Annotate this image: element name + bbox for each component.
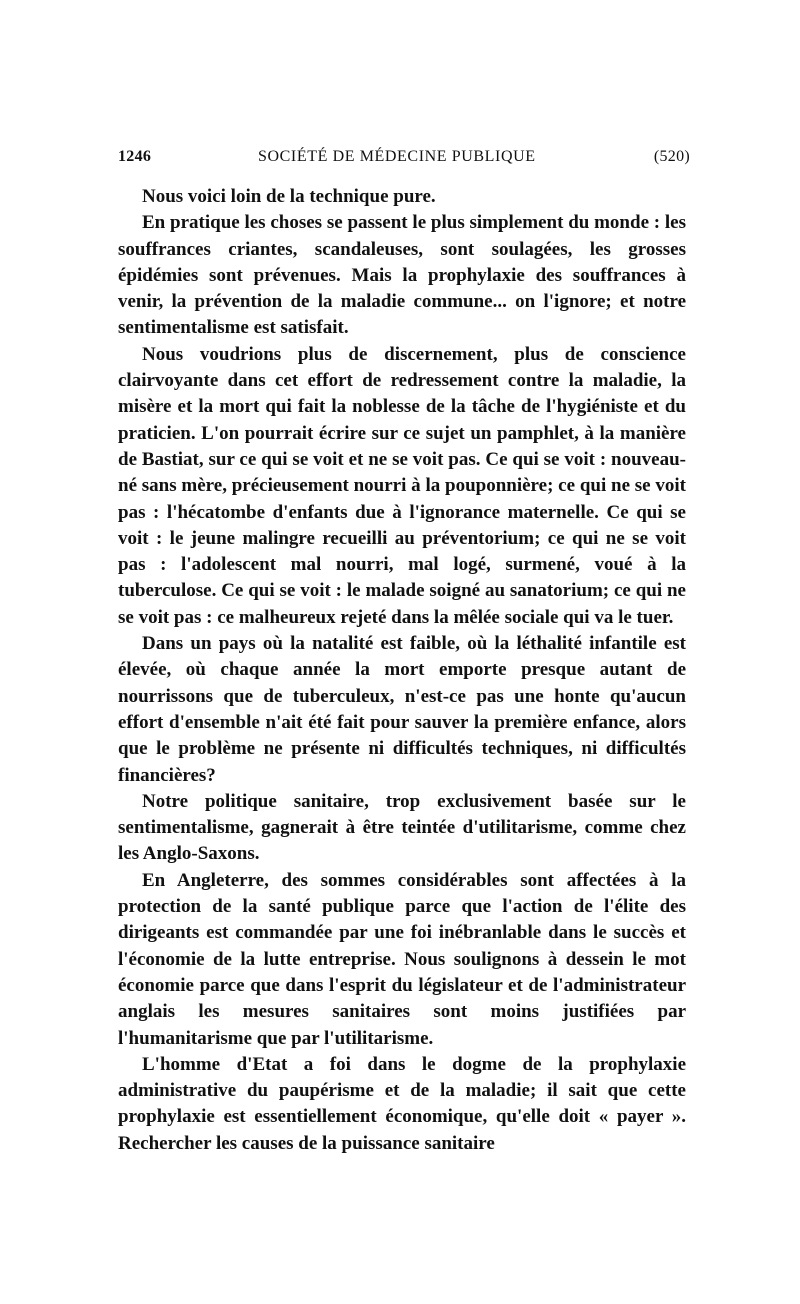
running-title: SOCIÉTÉ DE MÉDECINE PUBLIQUE xyxy=(258,148,536,165)
paragraph: Nous voici loin de la technique pure. xyxy=(142,186,436,207)
paragraph: En Angleterre, des sommes considérables sont affectées à la protection de la santé publique parce que l'action de l'élite des dirigeants est commandée par une foi inébranlable dans le succès et l'économie de la lutte entreprise. Nous soulignons à dessein le mot économie parce que dans l'esprit du législateur et de l'administrateur anglais les mesures sanitaires sont moins justifiées par l'humanitarisme que par l'utilitarisme. xyxy=(118,869,686,1049)
paragraph: Dans un pays où la natalité est faible, où la léthalité infantile est élevée, où chaque année la mort emporte presque autant de nourrissons que de tuberculeux, n'est-ce pas une honte qu'aucun effort d'ensemble n'ait été fait pour sauver la première enfance, alors que le problème ne présente ni difficultés techniques, ni difficultés financières? xyxy=(118,633,686,786)
paragraph: L'homme d'Etat a foi dans le dogme de la prophylaxie administrative du paupérisme et de la maladie; il sait que cette prophylaxie est essentiellement économique, qu'elle doit « payer ». Rechercher les causes de la puissance sanitaire xyxy=(118,1053,686,1154)
paragraph: Notre politique sanitaire, trop exclusivement basée sur le sentimentalisme, gagnerait à être teintée d'utilitarisme, comme chez les Anglo-Saxons. xyxy=(118,790,686,865)
section-number: (520) xyxy=(653,148,690,165)
body-text xyxy=(118,184,686,1157)
running-header xyxy=(118,148,690,174)
page-number: 1246 xyxy=(118,148,152,165)
paragraph: Nous voudrions plus de discernement, plus de conscience clairvoyante dans cet effort de redressement contre la maladie, la misère et la mort qui fait la noblesse de la tâche de l'hygiéniste et du praticien. L'on pourrait écrire sur ce sujet un pamphlet, à la manière de Bastiat, sur ce qui se voit et ne se voit pas. Ce qui se voit : nouveau-né sans mère, précieusement nourri à la pouponnière; ce qui ne se voit pas : l'hécatombe d'enfants due à l'ignorance maternelle. Ce qui se voit : le jeune malingre recueilli au préventorium; ce qui ne se voit pas : l'adolescent mal nourri, mal logé, surmené, voué à la tuberculose. Ce qui se voit : le malade soigné au sanatorium; ce qui ne se voit pas : ce malheureux rejeté dans la mêlée sociale qui va le tuer. xyxy=(118,343,686,628)
paragraph: En pratique les choses se passent le plus simplement du monde : les souffrances criantes, scandaleuses, sont soulagées, les grosses épidémies sont prévenues. Mais la prophylaxie des souffrances à venir, la prévention de la maladie commune... on l'ignore; et notre sentimentalisme est satisfait. xyxy=(118,212,686,339)
